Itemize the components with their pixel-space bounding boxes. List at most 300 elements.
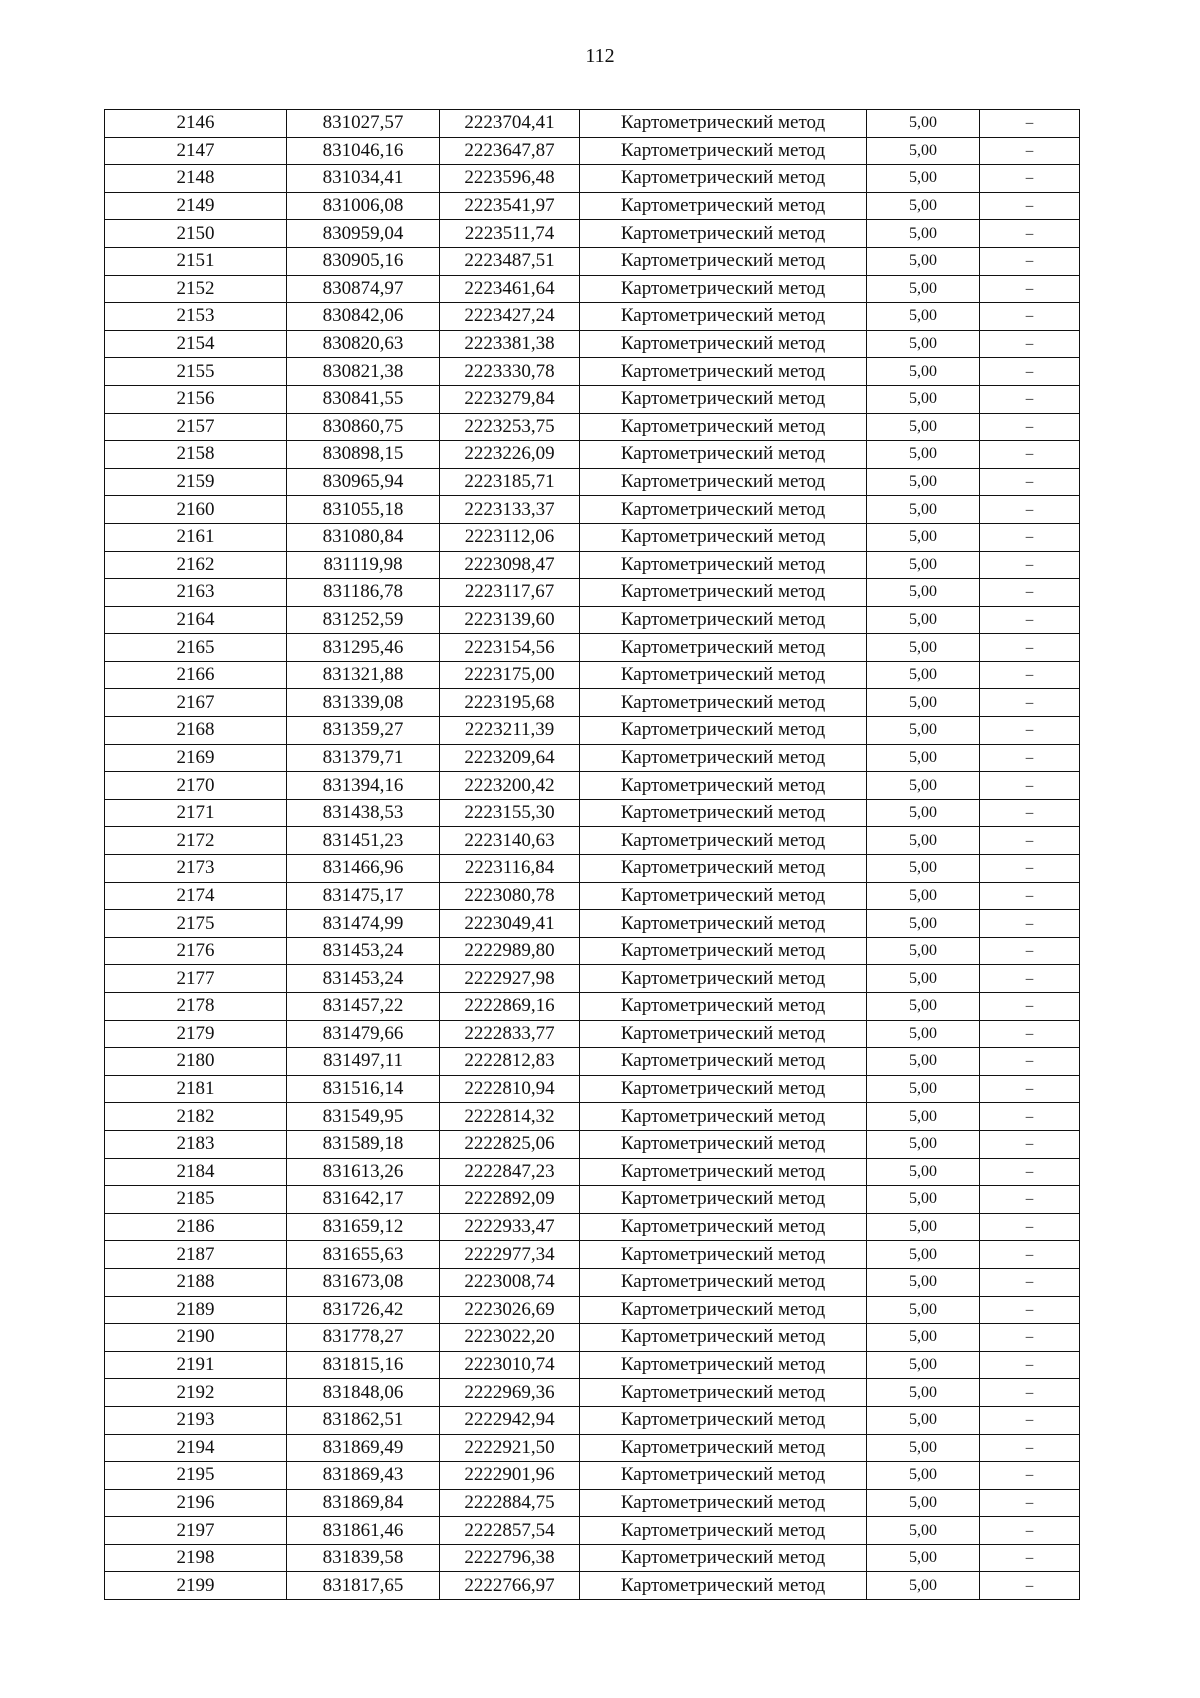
method-cell: Картометрический метод (580, 1130, 867, 1158)
method-cell: Картометрический метод (580, 1351, 867, 1379)
x-coordinate-cell: 830860,75 (287, 413, 440, 441)
point-number-cell: 2181 (105, 1075, 287, 1103)
note-cell: – (980, 827, 1080, 855)
point-number-cell: 2194 (105, 1434, 287, 1462)
method-cell: Картометрический метод (580, 717, 867, 745)
note-cell: – (980, 165, 1080, 193)
note-cell: – (980, 772, 1080, 800)
y-coordinate-cell: 2223010,74 (440, 1351, 580, 1379)
y-coordinate-cell: 2223330,78 (440, 358, 580, 386)
method-cell: Картометрический метод (580, 689, 867, 717)
method-cell: Картометрический метод (580, 441, 867, 469)
accuracy-cell: 5,00 (867, 661, 980, 689)
accuracy-cell: 5,00 (867, 1020, 980, 1048)
method-cell: Картометрический метод (580, 993, 867, 1021)
note-cell: – (980, 1048, 1080, 1076)
table-row (105, 827, 1080, 855)
table-row (105, 1296, 1080, 1324)
y-coordinate-cell: 2223209,64 (440, 744, 580, 772)
note-cell: – (980, 799, 1080, 827)
table-row (105, 468, 1080, 496)
accuracy-cell: 5,00 (867, 1296, 980, 1324)
table-row (105, 772, 1080, 800)
method-cell: Картометрический метод (580, 523, 867, 551)
x-coordinate-cell: 831549,95 (287, 1103, 440, 1131)
point-number-cell: 2148 (105, 165, 287, 193)
method-cell: Картометрический метод (580, 744, 867, 772)
method-cell: Картометрический метод (580, 910, 867, 938)
y-coordinate-cell: 2222927,98 (440, 965, 580, 993)
note-cell: – (980, 1572, 1080, 1600)
method-cell: Картометрический метод (580, 1462, 867, 1490)
y-coordinate-cell: 2222901,96 (440, 1462, 580, 1490)
table-row (105, 1213, 1080, 1241)
table-row (105, 689, 1080, 717)
y-coordinate-cell: 2223140,63 (440, 827, 580, 855)
method-cell: Картометрический метод (580, 275, 867, 303)
accuracy-cell: 5,00 (867, 1406, 980, 1434)
note-cell: – (980, 882, 1080, 910)
y-coordinate-cell: 2223427,24 (440, 303, 580, 331)
method-cell: Картометрический метод (580, 468, 867, 496)
accuracy-cell: 5,00 (867, 220, 980, 248)
point-number-cell: 2188 (105, 1268, 287, 1296)
x-coordinate-cell: 831642,17 (287, 1186, 440, 1214)
x-coordinate-cell: 831479,66 (287, 1020, 440, 1048)
y-coordinate-cell: 2223154,56 (440, 634, 580, 662)
note-cell: – (980, 855, 1080, 883)
table-row (105, 965, 1080, 993)
y-coordinate-cell: 2222977,34 (440, 1241, 580, 1269)
accuracy-cell: 5,00 (867, 496, 980, 524)
note-cell: – (980, 1379, 1080, 1407)
accuracy-cell: 5,00 (867, 1434, 980, 1462)
x-coordinate-cell: 831252,59 (287, 606, 440, 634)
point-number-cell: 2147 (105, 137, 287, 165)
x-coordinate-cell: 831726,42 (287, 1296, 440, 1324)
point-number-cell: 2184 (105, 1158, 287, 1186)
y-coordinate-cell: 2222833,77 (440, 1020, 580, 1048)
table-row (105, 1158, 1080, 1186)
x-coordinate-cell: 831119,98 (287, 551, 440, 579)
point-number-cell: 2190 (105, 1324, 287, 1352)
method-cell: Картометрический метод (580, 330, 867, 358)
note-cell: – (980, 330, 1080, 358)
note-cell: – (980, 634, 1080, 662)
point-number-cell: 2186 (105, 1213, 287, 1241)
table-row (105, 220, 1080, 248)
y-coordinate-cell: 2223185,71 (440, 468, 580, 496)
x-coordinate-cell: 831869,43 (287, 1462, 440, 1490)
method-cell: Картометрический метод (580, 1544, 867, 1572)
x-coordinate-cell: 830965,94 (287, 468, 440, 496)
accuracy-cell: 5,00 (867, 303, 980, 331)
y-coordinate-cell: 2222884,75 (440, 1489, 580, 1517)
accuracy-cell: 5,00 (867, 247, 980, 275)
point-number-cell: 2177 (105, 965, 287, 993)
method-cell: Картометрический метод (580, 551, 867, 579)
method-cell: Картометрический метод (580, 606, 867, 634)
table-row (105, 1489, 1080, 1517)
method-cell: Картометрический метод (580, 1434, 867, 1462)
table-row (105, 634, 1080, 662)
note-cell: – (980, 606, 1080, 634)
accuracy-cell: 5,00 (867, 910, 980, 938)
table-row (105, 523, 1080, 551)
method-cell: Картометрический метод (580, 1406, 867, 1434)
coordinates-table-body (105, 110, 1080, 1600)
point-number-cell: 2175 (105, 910, 287, 938)
accuracy-cell: 5,00 (867, 1462, 980, 1490)
accuracy-cell: 5,00 (867, 330, 980, 358)
point-number-cell: 2196 (105, 1489, 287, 1517)
table-row (105, 247, 1080, 275)
note-cell: – (980, 661, 1080, 689)
note-cell: – (980, 1462, 1080, 1490)
x-coordinate-cell: 831453,24 (287, 965, 440, 993)
point-number-cell: 2161 (105, 523, 287, 551)
method-cell: Картометрический метод (580, 1324, 867, 1352)
y-coordinate-cell: 2223704,41 (440, 110, 580, 138)
table-row (105, 1544, 1080, 1572)
table-row (105, 275, 1080, 303)
x-coordinate-cell: 831673,08 (287, 1268, 440, 1296)
note-cell: – (980, 744, 1080, 772)
point-number-cell: 2191 (105, 1351, 287, 1379)
note-cell: – (980, 937, 1080, 965)
note-cell: – (980, 1130, 1080, 1158)
x-coordinate-cell: 831848,06 (287, 1379, 440, 1407)
accuracy-cell: 5,00 (867, 551, 980, 579)
note-cell: – (980, 110, 1080, 138)
note-cell: – (980, 192, 1080, 220)
point-number-cell: 2157 (105, 413, 287, 441)
accuracy-cell: 5,00 (867, 717, 980, 745)
y-coordinate-cell: 2222796,38 (440, 1544, 580, 1572)
x-coordinate-cell: 831055,18 (287, 496, 440, 524)
point-number-cell: 2152 (105, 275, 287, 303)
note-cell: – (980, 551, 1080, 579)
method-cell: Картометрический метод (580, 1020, 867, 1048)
x-coordinate-cell: 831457,22 (287, 993, 440, 1021)
point-number-cell: 2173 (105, 855, 287, 883)
x-coordinate-cell: 831321,88 (287, 661, 440, 689)
accuracy-cell: 5,00 (867, 855, 980, 883)
x-coordinate-cell: 831006,08 (287, 192, 440, 220)
accuracy-cell: 5,00 (867, 1517, 980, 1545)
table-row (105, 441, 1080, 469)
x-coordinate-cell: 831659,12 (287, 1213, 440, 1241)
method-cell: Картометрический метод (580, 1268, 867, 1296)
table-row (105, 1434, 1080, 1462)
y-coordinate-cell: 2223098,47 (440, 551, 580, 579)
y-coordinate-cell: 2222857,54 (440, 1517, 580, 1545)
y-coordinate-cell: 2223279,84 (440, 385, 580, 413)
y-coordinate-cell: 2222921,50 (440, 1434, 580, 1462)
note-cell: – (980, 717, 1080, 745)
page-number: 112 (585, 45, 615, 67)
table-row (105, 993, 1080, 1021)
point-number-cell: 2149 (105, 192, 287, 220)
method-cell: Картометрический метод (580, 882, 867, 910)
note-cell: – (980, 1324, 1080, 1352)
x-coordinate-cell: 830820,63 (287, 330, 440, 358)
accuracy-cell: 5,00 (867, 1379, 980, 1407)
x-coordinate-cell: 831438,53 (287, 799, 440, 827)
method-cell: Картометрический метод (580, 137, 867, 165)
point-number-cell: 2160 (105, 496, 287, 524)
x-coordinate-cell: 831655,63 (287, 1241, 440, 1269)
y-coordinate-cell: 2223253,75 (440, 413, 580, 441)
x-coordinate-cell: 831466,96 (287, 855, 440, 883)
note-cell: – (980, 358, 1080, 386)
y-coordinate-cell: 2223175,00 (440, 661, 580, 689)
table-row (105, 1462, 1080, 1490)
note-cell: – (980, 1158, 1080, 1186)
note-cell: – (980, 468, 1080, 496)
y-coordinate-cell: 2223116,84 (440, 855, 580, 883)
x-coordinate-cell: 831475,17 (287, 882, 440, 910)
accuracy-cell: 5,00 (867, 1544, 980, 1572)
y-coordinate-cell: 2223049,41 (440, 910, 580, 938)
point-number-cell: 2158 (105, 441, 287, 469)
note-cell: – (980, 385, 1080, 413)
table-row (105, 1048, 1080, 1076)
point-number-cell: 2179 (105, 1020, 287, 1048)
table-row (105, 1379, 1080, 1407)
x-coordinate-cell: 831869,84 (287, 1489, 440, 1517)
y-coordinate-cell: 2223541,97 (440, 192, 580, 220)
x-coordinate-cell: 831379,71 (287, 744, 440, 772)
table-row (105, 137, 1080, 165)
accuracy-cell: 5,00 (867, 137, 980, 165)
y-coordinate-cell: 2223080,78 (440, 882, 580, 910)
table-row (105, 882, 1080, 910)
method-cell: Картометрический метод (580, 937, 867, 965)
y-coordinate-cell: 2223461,64 (440, 275, 580, 303)
point-number-cell: 2182 (105, 1103, 287, 1131)
accuracy-cell: 5,00 (867, 937, 980, 965)
table-row (105, 661, 1080, 689)
accuracy-cell: 5,00 (867, 1213, 980, 1241)
point-number-cell: 2180 (105, 1048, 287, 1076)
accuracy-cell: 5,00 (867, 385, 980, 413)
note-cell: – (980, 413, 1080, 441)
note-cell: – (980, 523, 1080, 551)
x-coordinate-cell: 831451,23 (287, 827, 440, 855)
y-coordinate-cell: 2222810,94 (440, 1075, 580, 1103)
method-cell: Картометрический метод (580, 385, 867, 413)
method-cell: Картометрический метод (580, 1048, 867, 1076)
method-cell: Картометрический метод (580, 1186, 867, 1214)
table-row (105, 744, 1080, 772)
method-cell: Картометрический метод (580, 772, 867, 800)
method-cell: Картометрический метод (580, 1517, 867, 1545)
accuracy-cell: 5,00 (867, 579, 980, 607)
point-number-cell: 2195 (105, 1462, 287, 1490)
table-row (105, 110, 1080, 138)
table-row (105, 496, 1080, 524)
method-cell: Картометрический метод (580, 110, 867, 138)
x-coordinate-cell: 831359,27 (287, 717, 440, 745)
y-coordinate-cell: 2222825,06 (440, 1130, 580, 1158)
point-number-cell: 2150 (105, 220, 287, 248)
point-number-cell: 2164 (105, 606, 287, 634)
point-number-cell: 2166 (105, 661, 287, 689)
x-coordinate-cell: 831613,26 (287, 1158, 440, 1186)
point-number-cell: 2176 (105, 937, 287, 965)
note-cell: – (980, 579, 1080, 607)
y-coordinate-cell: 2222847,23 (440, 1158, 580, 1186)
point-number-cell: 2168 (105, 717, 287, 745)
y-coordinate-cell: 2223026,69 (440, 1296, 580, 1324)
method-cell: Картометрический метод (580, 799, 867, 827)
table-row (105, 855, 1080, 883)
y-coordinate-cell: 2223647,87 (440, 137, 580, 165)
y-coordinate-cell: 2223008,74 (440, 1268, 580, 1296)
point-number-cell: 2151 (105, 247, 287, 275)
method-cell: Картометрический метод (580, 303, 867, 331)
method-cell: Картометрический метод (580, 1379, 867, 1407)
y-coordinate-cell: 2223195,68 (440, 689, 580, 717)
note-cell: – (980, 137, 1080, 165)
table-row (105, 1517, 1080, 1545)
accuracy-cell: 5,00 (867, 1186, 980, 1214)
note-cell: – (980, 910, 1080, 938)
note-cell: – (980, 1213, 1080, 1241)
x-coordinate-cell: 831817,65 (287, 1572, 440, 1600)
y-coordinate-cell: 2223022,20 (440, 1324, 580, 1352)
point-number-cell: 2199 (105, 1572, 287, 1600)
method-cell: Картометрический метод (580, 1103, 867, 1131)
y-coordinate-cell: 2223511,74 (440, 220, 580, 248)
accuracy-cell: 5,00 (867, 1324, 980, 1352)
y-coordinate-cell: 2222869,16 (440, 993, 580, 1021)
point-number-cell: 2167 (105, 689, 287, 717)
point-number-cell: 2153 (105, 303, 287, 331)
accuracy-cell: 5,00 (867, 468, 980, 496)
accuracy-cell: 5,00 (867, 634, 980, 662)
method-cell: Картометрический метод (580, 1489, 867, 1517)
x-coordinate-cell: 830841,55 (287, 385, 440, 413)
method-cell: Картометрический метод (580, 1158, 867, 1186)
accuracy-cell: 5,00 (867, 827, 980, 855)
y-coordinate-cell: 2222989,80 (440, 937, 580, 965)
note-cell: – (980, 689, 1080, 717)
x-coordinate-cell: 831027,57 (287, 110, 440, 138)
x-coordinate-cell: 831589,18 (287, 1130, 440, 1158)
y-coordinate-cell: 2222814,32 (440, 1103, 580, 1131)
x-coordinate-cell: 830905,16 (287, 247, 440, 275)
note-cell: – (980, 1406, 1080, 1434)
y-coordinate-cell: 2223226,09 (440, 441, 580, 469)
y-coordinate-cell: 2223139,60 (440, 606, 580, 634)
table-row (105, 799, 1080, 827)
method-cell: Картометрический метод (580, 634, 867, 662)
method-cell: Картометрический метод (580, 661, 867, 689)
method-cell: Картометрический метод (580, 413, 867, 441)
accuracy-cell: 5,00 (867, 606, 980, 634)
x-coordinate-cell: 831339,08 (287, 689, 440, 717)
table-row (105, 1241, 1080, 1269)
method-cell: Картометрический метод (580, 579, 867, 607)
table-row (105, 1572, 1080, 1600)
method-cell: Картометрический метод (580, 247, 867, 275)
y-coordinate-cell: 2222766,97 (440, 1572, 580, 1600)
method-cell: Картометрический метод (580, 827, 867, 855)
y-coordinate-cell: 2222892,09 (440, 1186, 580, 1214)
y-coordinate-cell: 2223200,42 (440, 772, 580, 800)
method-cell: Картометрический метод (580, 220, 867, 248)
x-coordinate-cell: 831394,16 (287, 772, 440, 800)
method-cell: Картометрический метод (580, 192, 867, 220)
method-cell: Картометрический метод (580, 496, 867, 524)
note-cell: – (980, 303, 1080, 331)
accuracy-cell: 5,00 (867, 1241, 980, 1269)
x-coordinate-cell: 830874,97 (287, 275, 440, 303)
accuracy-cell: 5,00 (867, 165, 980, 193)
y-coordinate-cell: 2222812,83 (440, 1048, 580, 1076)
x-coordinate-cell: 831861,46 (287, 1517, 440, 1545)
y-coordinate-cell: 2223155,30 (440, 799, 580, 827)
point-number-cell: 2170 (105, 772, 287, 800)
note-cell: – (980, 1186, 1080, 1214)
method-cell: Картометрический метод (580, 165, 867, 193)
point-number-cell: 2172 (105, 827, 287, 855)
accuracy-cell: 5,00 (867, 1572, 980, 1600)
accuracy-cell: 5,00 (867, 110, 980, 138)
x-coordinate-cell: 830898,15 (287, 441, 440, 469)
accuracy-cell: 5,00 (867, 965, 980, 993)
table-row (105, 910, 1080, 938)
x-coordinate-cell: 831295,46 (287, 634, 440, 662)
table-row (105, 1186, 1080, 1214)
point-number-cell: 2165 (105, 634, 287, 662)
point-number-cell: 2183 (105, 1130, 287, 1158)
x-coordinate-cell: 831778,27 (287, 1324, 440, 1352)
method-cell: Картометрический метод (580, 1241, 867, 1269)
y-coordinate-cell: 2222942,94 (440, 1406, 580, 1434)
note-cell: – (980, 247, 1080, 275)
note-cell: – (980, 1268, 1080, 1296)
x-coordinate-cell: 831186,78 (287, 579, 440, 607)
accuracy-cell: 5,00 (867, 358, 980, 386)
method-cell: Картометрический метод (580, 1075, 867, 1103)
x-coordinate-cell: 831516,14 (287, 1075, 440, 1103)
method-cell: Картометрический метод (580, 1213, 867, 1241)
point-number-cell: 2171 (105, 799, 287, 827)
point-number-cell: 2192 (105, 1379, 287, 1407)
point-number-cell: 2174 (105, 882, 287, 910)
accuracy-cell: 5,00 (867, 1351, 980, 1379)
point-number-cell: 2198 (105, 1544, 287, 1572)
accuracy-cell: 5,00 (867, 1489, 980, 1517)
method-cell: Картометрический метод (580, 965, 867, 993)
point-number-cell: 2193 (105, 1406, 287, 1434)
accuracy-cell: 5,00 (867, 882, 980, 910)
accuracy-cell: 5,00 (867, 192, 980, 220)
x-coordinate-cell: 830959,04 (287, 220, 440, 248)
x-coordinate-cell: 831474,99 (287, 910, 440, 938)
accuracy-cell: 5,00 (867, 1048, 980, 1076)
y-coordinate-cell: 2222969,36 (440, 1379, 580, 1407)
note-cell: – (980, 275, 1080, 303)
note-cell: – (980, 496, 1080, 524)
method-cell: Картометрический метод (580, 1296, 867, 1324)
point-number-cell: 2187 (105, 1241, 287, 1269)
table-row (105, 1406, 1080, 1434)
point-number-cell: 2163 (105, 579, 287, 607)
